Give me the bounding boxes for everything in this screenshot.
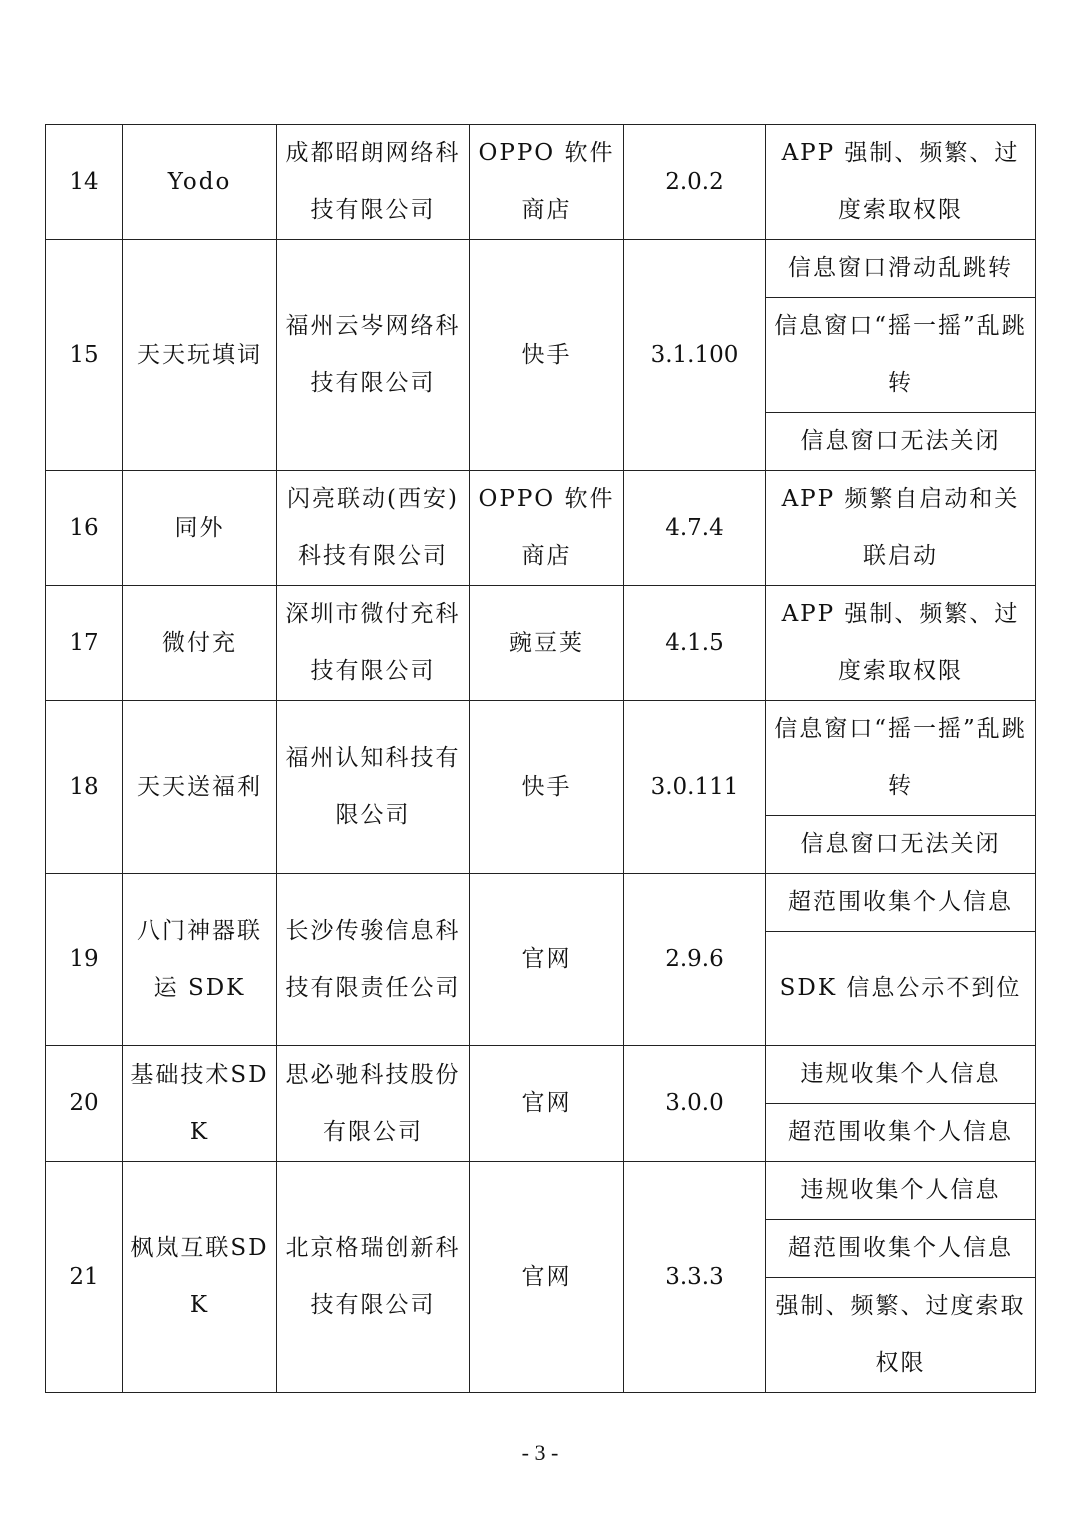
issue-description: APP 强制、频繁、过度索取权限 bbox=[766, 125, 1036, 240]
app-version: 4.7.4 bbox=[624, 471, 766, 586]
issue-description: 超范围收集个人信息 bbox=[766, 1104, 1036, 1162]
issue-description: 超范围收集个人信息 bbox=[766, 1220, 1036, 1278]
app-name: 基础技术SDK bbox=[123, 1046, 277, 1162]
row-number: 18 bbox=[46, 701, 123, 874]
table-row bbox=[46, 240, 1036, 298]
issue-description: APP 频繁自启动和关联启动 bbox=[766, 471, 1036, 586]
app-name: 同外 bbox=[123, 471, 277, 586]
issue-description: 违规收集个人信息 bbox=[766, 1046, 1036, 1104]
app-version: 3.3.3 bbox=[624, 1162, 766, 1393]
app-name: 天天玩填词 bbox=[123, 240, 277, 471]
app-store: 官网 bbox=[470, 1046, 624, 1162]
row-number: 15 bbox=[46, 240, 123, 471]
app-name: Yodo bbox=[123, 125, 277, 240]
app-name: 枫岚互联SDK bbox=[123, 1162, 277, 1393]
company-name: 福州认知科技有限公司 bbox=[277, 701, 470, 874]
company-name: 福州云岑网络科技有限公司 bbox=[277, 240, 470, 471]
issue-description: 信息窗口滑动乱跳转 bbox=[766, 240, 1036, 298]
row-number: 19 bbox=[46, 874, 123, 1046]
app-version: 2.0.2 bbox=[624, 125, 766, 240]
app-store: 快手 bbox=[470, 701, 624, 874]
row-number: 20 bbox=[46, 1046, 123, 1162]
app-name: 天天送福利 bbox=[123, 701, 277, 874]
issue-description: 信息窗口无法关闭 bbox=[766, 816, 1036, 874]
issue-description: 信息窗口“摇一摇”乱跳转 bbox=[766, 298, 1036, 413]
table-body bbox=[46, 125, 1036, 1393]
row-number: 16 bbox=[46, 471, 123, 586]
issue-description: 违规收集个人信息 bbox=[766, 1162, 1036, 1220]
table-row bbox=[46, 125, 1036, 240]
company-name: 长沙传骏信息科技有限责任公司 bbox=[277, 874, 470, 1046]
company-name: 成都昭朗网络科技有限公司 bbox=[277, 125, 470, 240]
issue-description: APP 强制、频繁、过度索取权限 bbox=[766, 586, 1036, 701]
table-row bbox=[46, 471, 1036, 586]
app-version: 3.1.100 bbox=[624, 240, 766, 471]
table-row bbox=[46, 1046, 1036, 1104]
issue-description: 信息窗口无法关闭 bbox=[766, 413, 1036, 471]
issue-description: 超范围收集个人信息 bbox=[766, 874, 1036, 932]
company-name: 北京格瑞创新科技有限公司 bbox=[277, 1162, 470, 1393]
app-version: 4.1.5 bbox=[624, 586, 766, 701]
row-number: 14 bbox=[46, 125, 123, 240]
app-store: 官网 bbox=[470, 1162, 624, 1393]
app-version: 3.0.111 bbox=[624, 701, 766, 874]
issue-description: 信息窗口“摇一摇”乱跳转 bbox=[766, 701, 1036, 816]
app-issue-table bbox=[45, 124, 1036, 1393]
app-store: OPPO 软件商店 bbox=[470, 471, 624, 586]
issue-description: 强制、频繁、过度索取权限 bbox=[766, 1278, 1036, 1393]
table-row bbox=[46, 1162, 1036, 1220]
app-store: 豌豆荚 bbox=[470, 586, 624, 701]
app-version: 2.9.6 bbox=[624, 874, 766, 1046]
app-version: 3.0.0 bbox=[624, 1046, 766, 1162]
app-name: 微付充 bbox=[123, 586, 277, 701]
issue-description: SDK 信息公示不到位 bbox=[766, 932, 1036, 1046]
table-row bbox=[46, 701, 1036, 816]
company-name: 深圳市微付充科技有限公司 bbox=[277, 586, 470, 701]
app-store: 官网 bbox=[470, 874, 624, 1046]
row-number: 21 bbox=[46, 1162, 123, 1393]
app-store: OPPO 软件商店 bbox=[470, 125, 624, 240]
table-row bbox=[46, 586, 1036, 701]
company-name: 闪亮联动(西安)科技有限公司 bbox=[277, 471, 470, 586]
app-store: 快手 bbox=[470, 240, 624, 471]
page-number: - 3 - bbox=[521, 1440, 559, 1465]
company-name: 思必驰科技股份有限公司 bbox=[277, 1046, 470, 1162]
app-name: 八门神器联运 SDK bbox=[123, 874, 277, 1046]
row-number: 17 bbox=[46, 586, 123, 701]
table-row bbox=[46, 874, 1036, 932]
